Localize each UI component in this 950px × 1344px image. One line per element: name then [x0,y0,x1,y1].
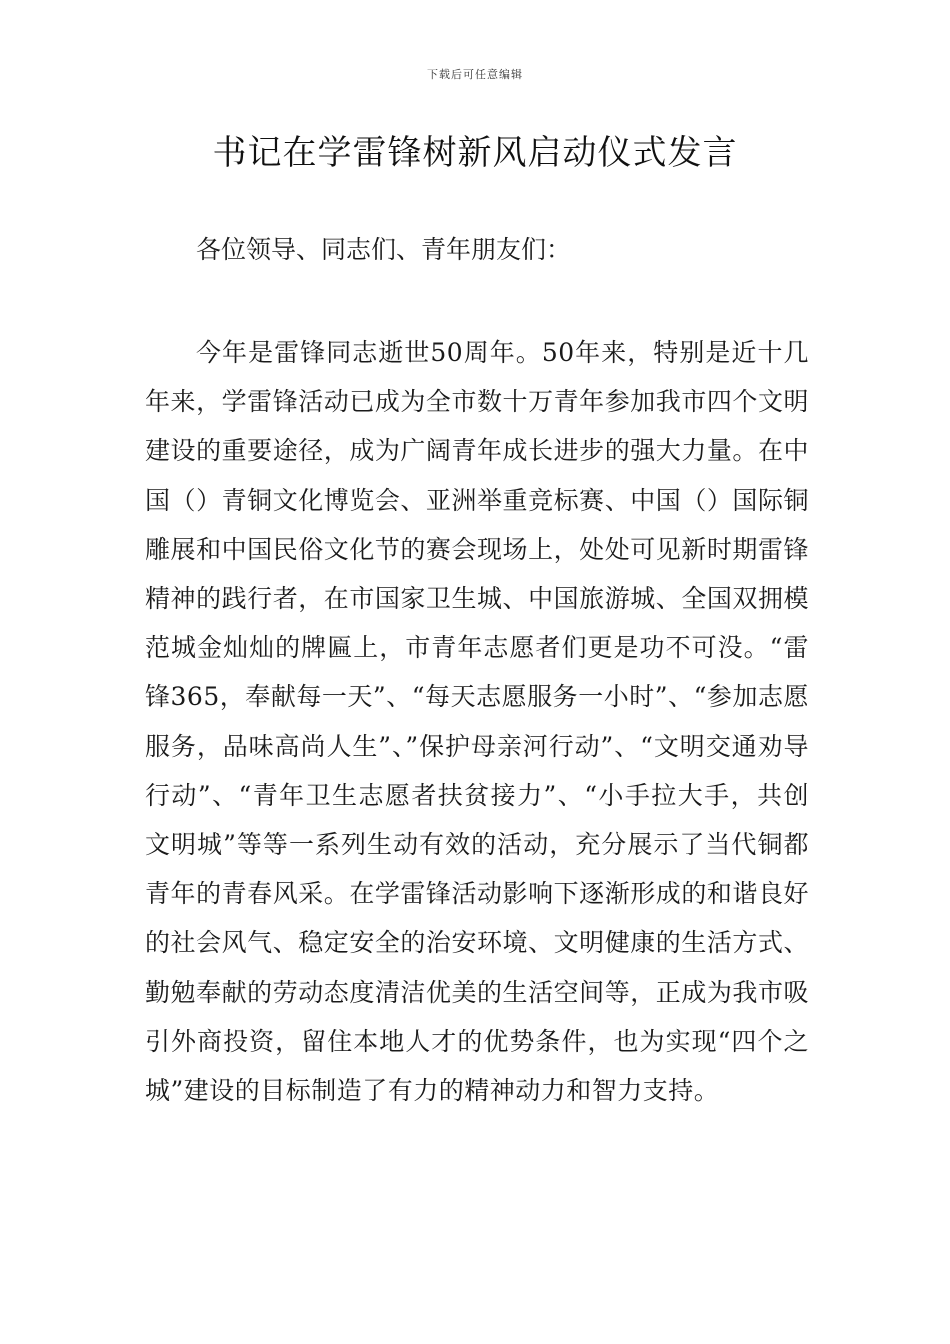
header-note: 下载后可任意编辑 [427,68,523,81]
body-paragraph: 今年是雷锋同志逝世50周年。50年来，特别是近十几年来，学雷锋活动已成为全市数十万青年参加我市四个文明建设的重要途径，成为广阔青年成长进步的强大力量。在中国（）青铜文化博览会、亚洲举重竞标赛、中国（）国际铜雕展和中国民俗文化节的赛会现场上，处处可见新时期雷锋精神的践行者，在市国家卫生城、中国旅游城、全国双拥模范城金灿灿的牌匾上，市青年志愿者们更是功不可没。“雷锋365，奉献每一天”、“每天志愿服务一小时”、“参加志愿服务，品味高尚人生”、”保护母亲河行动”、“文明交通劝导行动”、“青年卫生志愿者扶贫接力”、“小手拉大手，共创文明城”等等一系列生动有效的活动，充分展示了当代铜都青年的青春风采。在学雷锋活动影响下逐渐形成的和谐良好的社会风气、稳定安全的治安环境、文明健康的生活方式、勤勉奉献的劳动态度清洁优美的生活空间等，正成为我市吸引外商投资，留住本地人才的优势条件，也为实现“四个之城”建设的目标制造了有力的精神动力和智力支持。 [145,338,809,1106]
salutation: 各位领导、同志们、青年朋友们： [196,235,572,264]
document-title: 书记在学雷锋树新风启动仪式发言 [212,133,738,173]
